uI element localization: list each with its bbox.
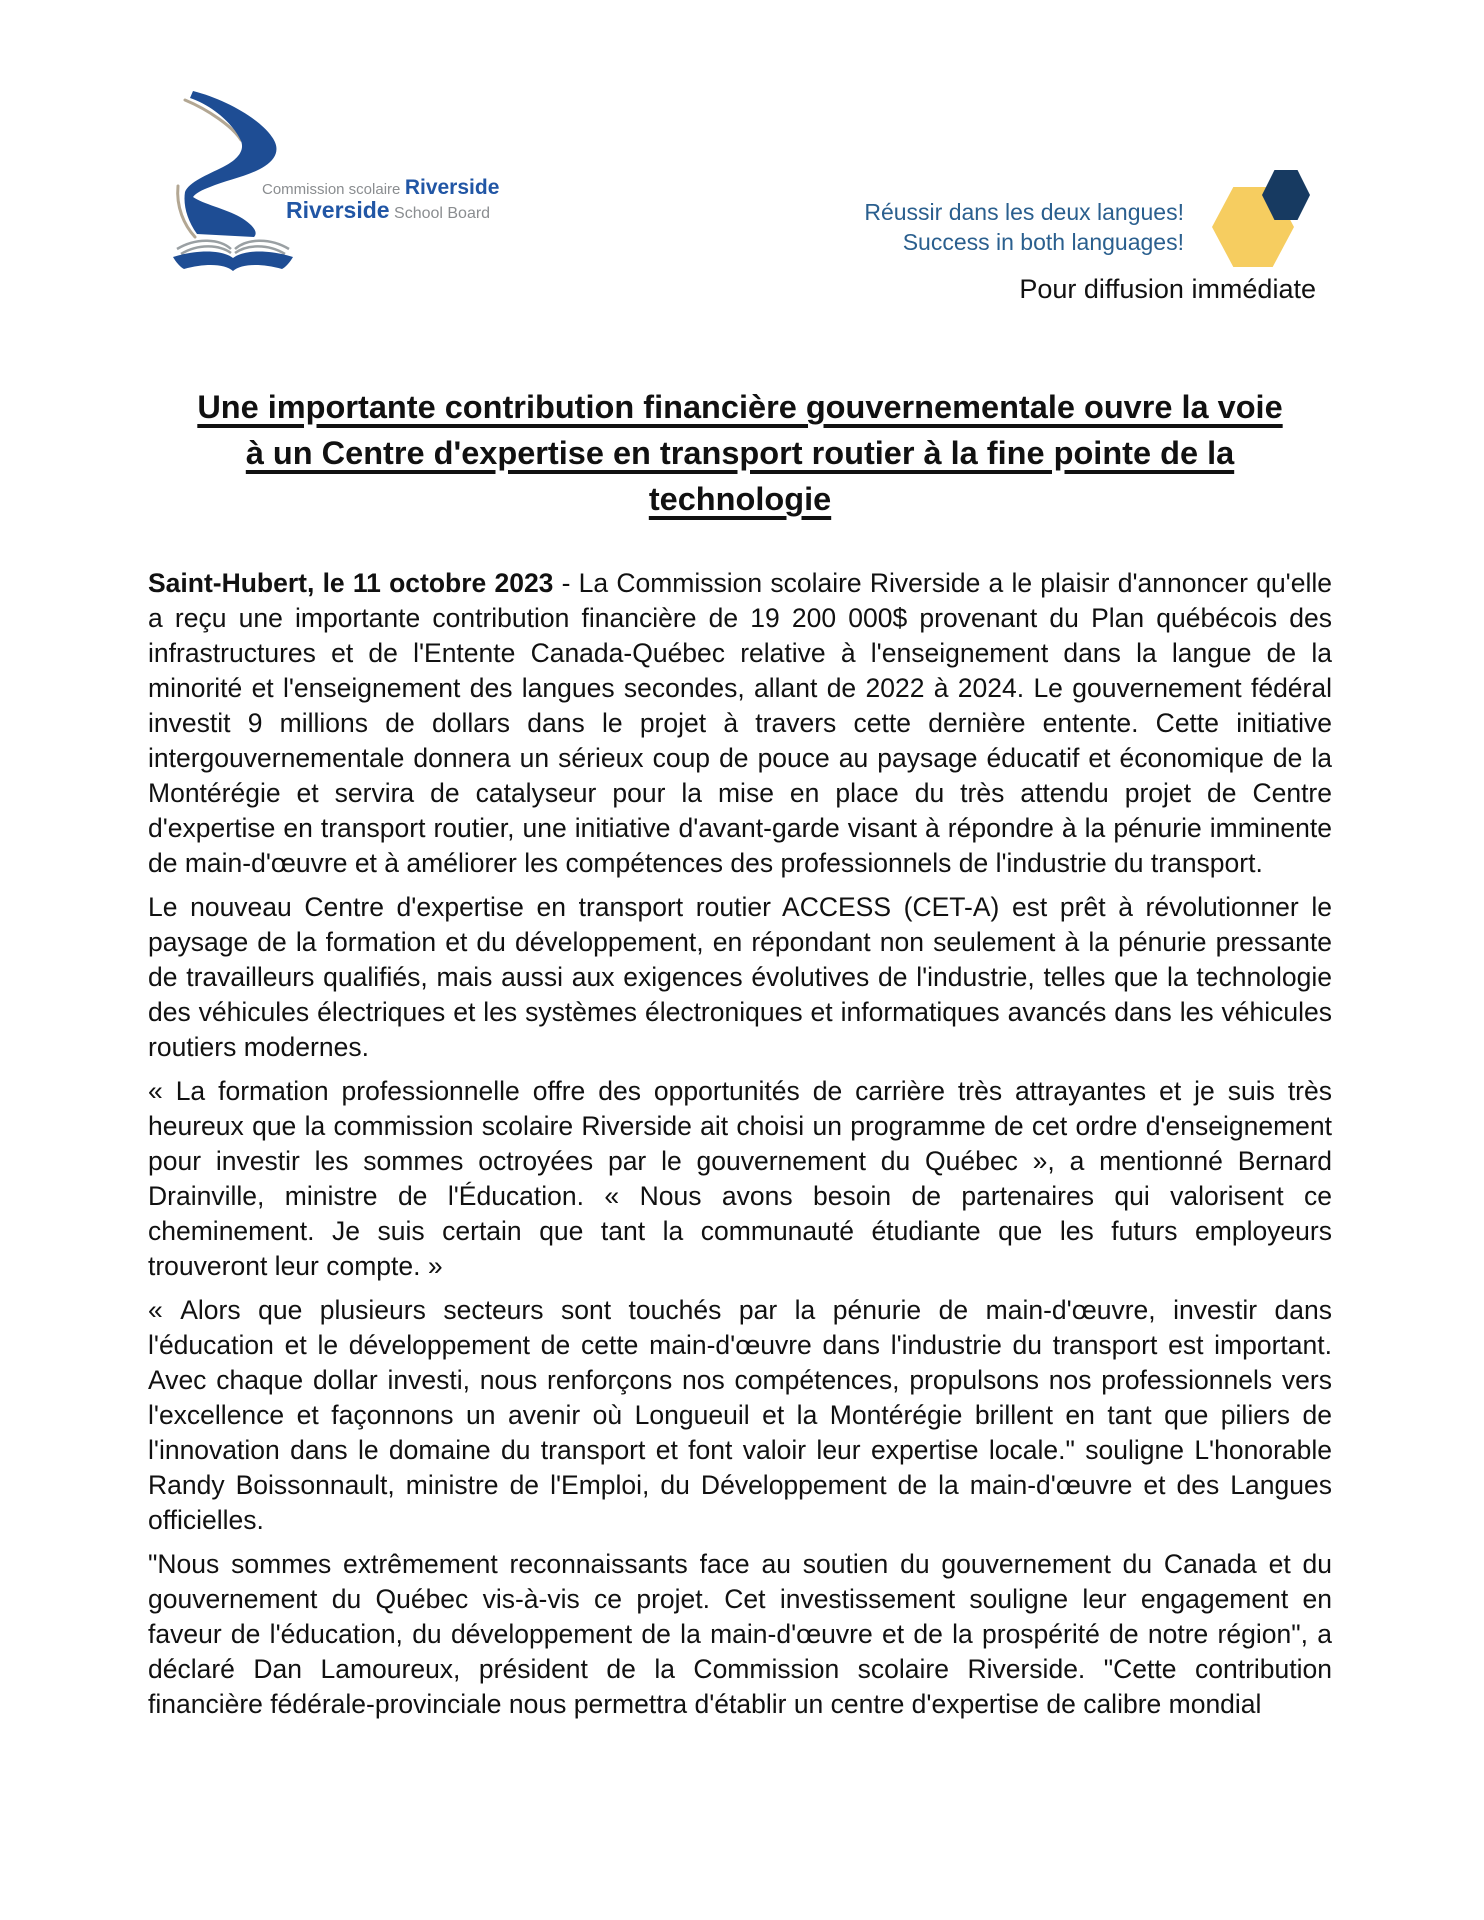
- open-book: [173, 251, 293, 271]
- paragraph-3: « La formation professionnelle offre des opportunités de carrière très attrayantes et je suis très heureux que la commission scolaire Riverside ait choisi un programme de cet ordre d'enseignement pour investir les sommes octroyées par le gouvernement du Québec », a mentionné Bernard Drainville, ministre de l'Éducation. « Nous avons besoin de partenaires qui valorisent ce cheminement. Je suis certain que tant la communauté étudiante que les futurs employeurs trouveront leur compte. »: [148, 1076, 1332, 1281]
- logo-line-fr: [262, 176, 499, 199]
- title-line-2: à un Centre d'expertise en transport routier à la fine pointe de la: [245, 435, 1235, 471]
- dateline: Saint-Hubert, le 11 octobre 2023: [148, 568, 554, 598]
- paragraph-4: « Alors que plusieurs secteurs sont touchés par la pénurie de main-d'œuvre, investir dans l'éducation et le développement de cette main-d'œuvre dans l'industrie du transport est important. Avec chaque dollar investi, nous renforçons nos compétences, propulsons nos professionnels vers l'excellence et façonnons un avenir où Longueuil et la Montérégie brillent en tant que piliers de l'innovation dans le domaine du transport et font valoir leur expertise locale." souligne L'honorable Randy Boissonnault, ministre de l'Emploi, du Développement de la main-d'œuvre et des Langues officielles.: [148, 1295, 1332, 1535]
- tagline-english: Success in both languages!: [902, 229, 1184, 255]
- logo-wordmark: [262, 176, 499, 223]
- logo-line-en: [286, 198, 499, 223]
- paragraph-lead: [148, 566, 1332, 881]
- paragraph-lead-text: - La Commission scolaire Riverside a le plaisir d'annoncer qu'elle a reçu une importante contribution financière de 19 200 000$ provenant du Plan québécois des infrastructures et de l'Entente Canada-Québec relative à l'enseignement dans la langue de la minorité et l'enseignement des langues secondes, allant de 2022 à 2024. Le gouvernement fédéral investit 9 millions de dollars dans le projet à travers cette dernière entente. Cette initiative intergouvernementale donnera un sérieux coup de pouce au paysage éducatif et économique de la Montérégie et servira de catalyseur pour la mise en place du très attendu projet de Centre d'expertise en transport routier, une initiative d'avant-garde visant à répondre à la pénurie imminente de main-d'œuvre et à améliorer les compétences des professionnels de l'industrie du transport.: [148, 568, 1332, 878]
- press-release-body: [148, 566, 1332, 1731]
- title-line-1: Une importante contribution financière gouvernementale ouvre la voie: [197, 389, 1283, 425]
- tagline-french: Réussir dans les deux langues!: [864, 199, 1184, 225]
- bilingual-tagline: [864, 197, 1184, 257]
- release-notice: Pour diffusion immédiate: [1019, 274, 1316, 304]
- title-line-3: technologie: [648, 481, 832, 517]
- logo-school-board-label: School Board: [394, 205, 491, 223]
- paragraph-5: "Nous sommes extrêmement reconnaissants face au soutien du gouvernement du Canada et du gouvernement du Québec vis-à-vis ce projet. Cet investissement souligne leur engagement en faveur de l'éducation, du développement de la main-d'œuvre et de la prospérité de notre région", a déclaré Dan Lamoureux, président de la Commission scolaire Riverside. "Cette contribution financière fédérale-provinciale nous permettra d'établir un centre d'expertise de calibre mondial: [148, 1549, 1332, 1719]
- logo-commission-scolaire-label: Commission scolaire: [262, 181, 401, 198]
- logo-riverside-en-label: Riverside: [286, 197, 390, 224]
- paragraph-2: Le nouveau Centre d'expertise en transport routier ACCESS (CET-A) est prêt à révolutionner le paysage de la formation et du développement, en répondant non seulement à la pénurie pressante de travailleurs qualifiés, mais aussi aux exigences évolutives de l'industrie, telles que la technologie des véhicules électriques et les systèmes électroniques et informatiques avancés dans les véhicules routiers modernes.: [148, 892, 1332, 1062]
- press-release-title: [148, 384, 1332, 522]
- logo-riverside-fr-label: Riverside: [404, 176, 500, 199]
